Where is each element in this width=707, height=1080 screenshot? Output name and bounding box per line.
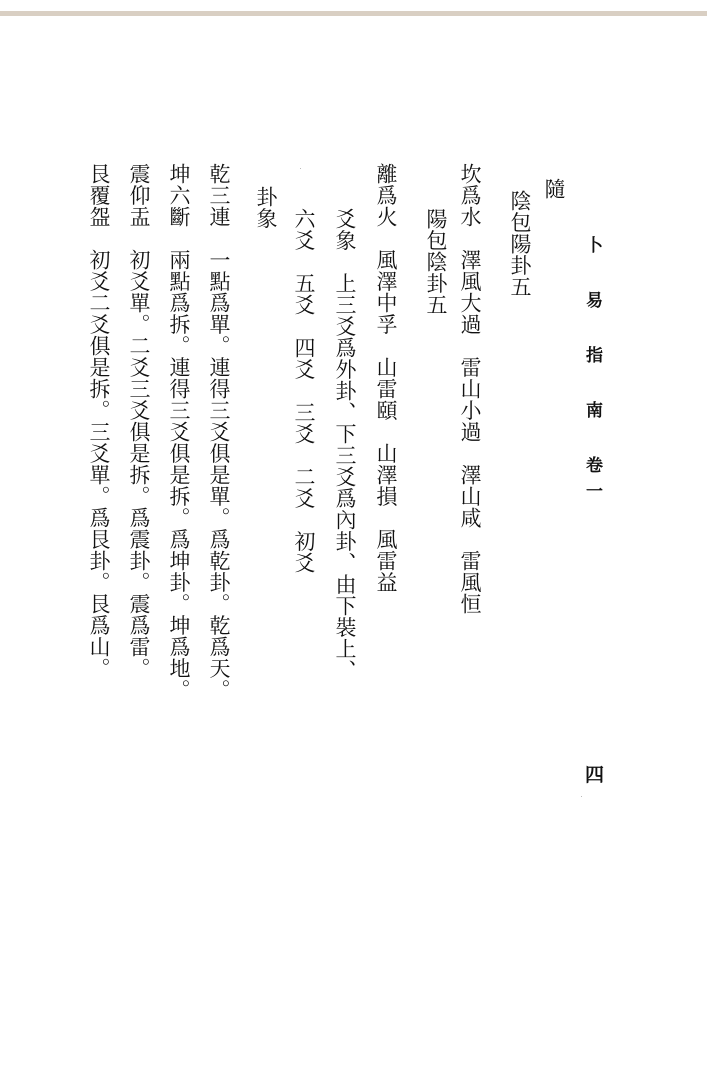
page-number: 四 xyxy=(585,764,605,786)
text-column-2: 陰包陽卦五 xyxy=(508,190,532,298)
text-column-12: 艮覆盌 初爻二爻俱是拆。三爻單。爲艮卦。艮爲山。 xyxy=(87,163,111,679)
text-column-3: 坎爲水 澤風大過 雷山小過 澤山咸 雷風恒 xyxy=(458,163,482,615)
text-column-10: 坤六斷 兩點爲拆。連得三爻俱是拆。爲坤卦。坤爲地。 xyxy=(167,163,191,701)
scan-speck xyxy=(581,796,582,797)
text-column-1: 隨 xyxy=(542,178,566,200)
text-column-11: 震仰盂 初爻單。二爻三爻俱是拆。爲震卦。震爲雷。 xyxy=(127,163,151,679)
text-column-7: 六爻 五爻 四爻 三爻 二爻 初爻 xyxy=(292,208,316,574)
text-column-5: 離爲火 風澤中孚 山雷頤 山澤損 風雷益 xyxy=(374,163,398,593)
text-column-6: 爻象 上三爻爲外卦、下三爻爲內卦、由下裝上、 xyxy=(333,208,357,681)
running-title: 卜 易 指 南 卷一 xyxy=(582,236,602,508)
scan-speck xyxy=(300,168,301,169)
text-column-9: 乾三連 一點爲單。連得三爻俱是單。爲乾卦。乾爲天。 xyxy=(207,163,231,701)
top-border-rule xyxy=(0,11,707,16)
text-column-8: 卦象 xyxy=(254,186,278,229)
text-column-4: 陽包陰卦五 xyxy=(424,208,448,316)
